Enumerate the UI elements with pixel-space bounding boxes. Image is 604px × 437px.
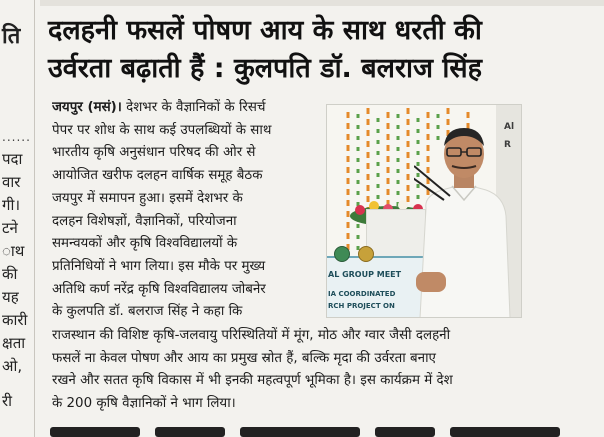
headline	[48, 12, 596, 88]
body-line: प्रतिनिधियों ने भाग लिया। इस मौके पर मुख्य	[52, 258, 266, 274]
body-line: भारतीय कृषि अनुसंधान परिषद की ओर से	[52, 145, 256, 161]
top-rule	[40, 0, 604, 6]
next-headline-fragment	[40, 421, 604, 437]
side-text-line: Al	[504, 122, 515, 132]
headline-line-2: उर्वरता बढ़ाती हैं : कुलपति डॉ. बलराज सिंह	[48, 53, 482, 84]
body-line: दलहन विशेषज्ञों, वैज्ञानिकों, परियोजना	[52, 213, 237, 229]
body-line: के कुलपति डॉ. बलराज सिंह ने कहा कि	[52, 304, 243, 320]
banner-line: RCH PROJECT ON	[328, 302, 395, 310]
body-line: पेपर पर शोध के साथ कई उपलब्धियों के साथ	[52, 122, 272, 138]
left-fragment: ाथ	[2, 242, 25, 260]
left-fragment: गी।	[2, 196, 21, 214]
body-line: जयपुर में समापन हुआ। इसमें देशभर के	[52, 190, 243, 206]
left-dots: ......	[2, 130, 31, 144]
cut-text-shape	[240, 427, 360, 437]
body-line: फसलें ना केवल पोषण और आय का प्रमुख स्रोत हैं, बल्कि मृदा की उर्वरता बनाए	[52, 350, 436, 366]
cut-text-shape	[375, 427, 435, 437]
speaker-figure	[414, 126, 514, 318]
banner-line: IA COORDINATED	[328, 290, 396, 298]
cut-text-shape	[50, 427, 140, 437]
cut-text-shape	[450, 427, 560, 437]
body-line: अतिथि कर्ण नरेंद्र कृषि विश्वविद्यालय जोबनेर	[52, 281, 266, 297]
left-fragment: क्षता	[2, 334, 26, 352]
headline-line-1: दलहनी फसलें पोषण आय के साथ धरती की	[48, 15, 482, 46]
side-text-line: R	[504, 140, 511, 150]
photo-side-text	[504, 118, 514, 154]
body-line: देशभर के वैज्ञानिकों के रिसर्च	[126, 100, 266, 115]
left-fragment: यह	[2, 288, 19, 306]
left-fragment: ओ,	[2, 357, 23, 375]
left-fragment: कारी	[2, 311, 28, 329]
body-line: समन्वयकों और कृषि विश्वविद्यालयों के	[52, 236, 238, 252]
article-body-full	[52, 325, 596, 416]
body-line: आयोजित खरीफ दलहन वार्षिक समूह बैठक	[52, 168, 263, 184]
cut-text-shape	[155, 427, 225, 437]
left-fragment: पदा	[2, 150, 23, 168]
body-line: राजस्थान की विशिष्ट कृषि-जलवायु परिस्थितियों में मूंग, मोठ और ग्वार जैसी दलहनी	[52, 328, 451, 343]
left-fragment: टने	[2, 219, 18, 237]
left-fragment: वार	[2, 173, 21, 191]
banner-logo-icon	[334, 246, 350, 262]
body-line: के 200 कृषि वैज्ञानिकों ने भाग लिया।	[52, 396, 236, 412]
banner-line: AL GROUP MEET	[328, 270, 402, 279]
left-fragment: की	[2, 265, 18, 283]
left-fragment: ति	[2, 24, 21, 49]
left-fragment: री	[2, 392, 13, 410]
body-line: रखने और सतत कृषि विकास में भी इनकी महत्वपूर्ण भूमिका है। इस कार्यक्रम में देश	[52, 373, 453, 389]
dateline: जयपुर (मसं)।	[52, 100, 122, 115]
banner-logo-icon	[358, 246, 374, 262]
article-body-narrow	[52, 97, 327, 324]
previous-column-fragment	[0, 0, 35, 437]
news-photo	[326, 104, 522, 318]
